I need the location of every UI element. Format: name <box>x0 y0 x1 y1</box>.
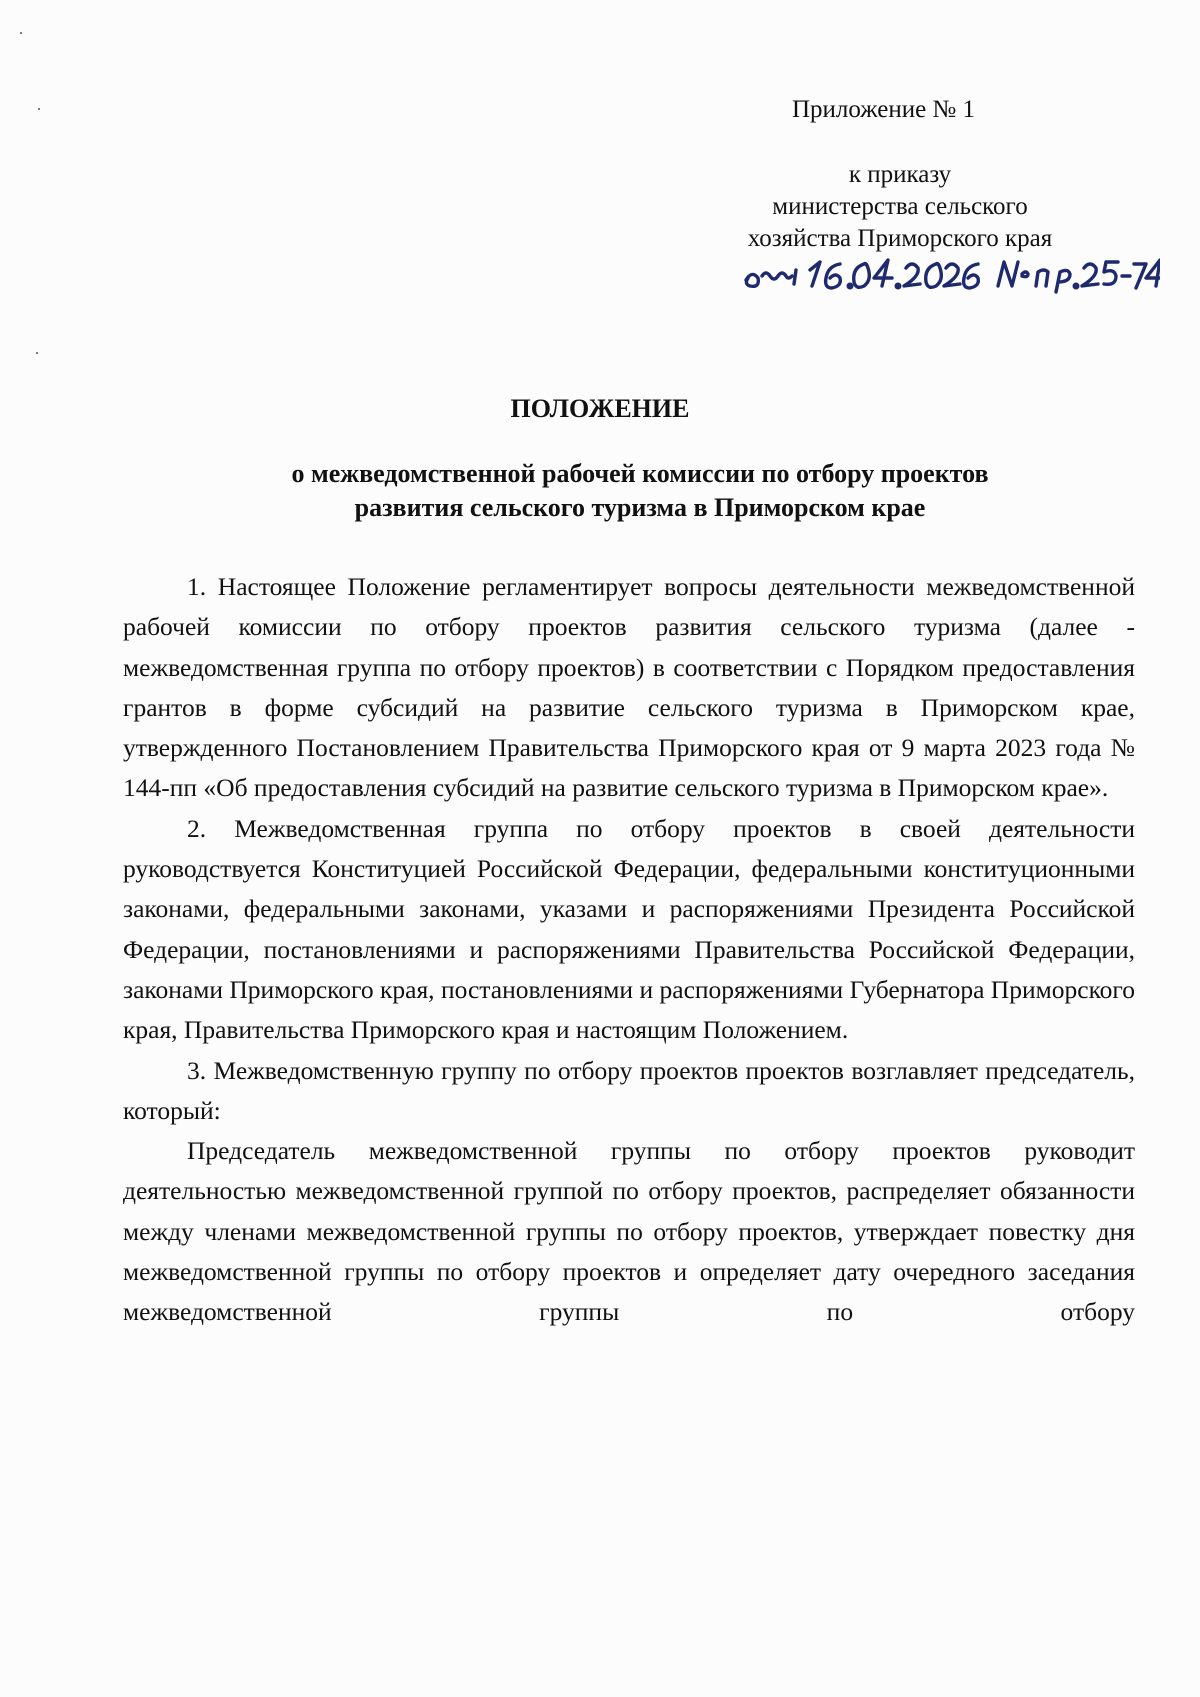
scan-speck <box>38 108 40 110</box>
to-order-line: к приказу <box>848 161 952 188</box>
ministry-line-2: хозяйства Приморского края <box>747 225 1053 252</box>
document-title: ПОЛОЖЕНИЕ <box>510 394 690 423</box>
handwritten-order-date-signature <box>740 256 1160 301</box>
document-subtitle-line-1: о межведомственной рабочей комиссии по отбору проектов <box>291 459 989 488</box>
document-body <box>123 567 1135 1333</box>
ministry-line-1: министерства сельского <box>772 193 1028 220</box>
scan-speck <box>20 32 22 34</box>
document-subtitle-line-2: развития сельского туризма в Приморском крае <box>354 493 926 522</box>
paragraph-2: 2. Межведомственная группа по отбору проектов в своей деятельности руководствуется Конституцией Российской Федерации, федеральными конституционными законами, федеральными законами, указами и распоряжениями Президента Российской Федерации, постановлениями и распоряжениями Правительства Российской Федерации, законами Приморского края, постановлениями и распоряжениями Губернатора Приморского края, Правительства Приморского края и настоящим Положением. <box>123 813 1135 1045</box>
paragraph-4: Председатель межведомственной группы по отбору проектов руководит деятельностью межведомственной группой по отбору проектов, распределяет обязанности между членами межведомственной группы по отбору проектов, утверждает повестку дня межведомственной группы по отбору проектов и определяет дату очередного заседания межведомственной группы по отбору <box>123 1136 1135 1327</box>
paragraph-1: 1. Настоящее Положение регламентирует вопросы деятельности межведомственной рабочей комиссии по отбору проектов развития сельского туризма (далее - межведомственная группа по отбору проектов) в соответствии с Порядком предоставления грантов в форме субсидий на развитие сельского туризма в Приморском крае, утвержденного Постановлением Правительства Приморского края от 9 марта 2023 года № 144-пп «Об предоставления субсидий на развитие сельского туризма в Приморском крае». <box>123 572 1135 803</box>
scan-speck <box>36 352 38 354</box>
paragraph-3: 3. Межведомственную группу по отбору проектов проектов возглавляет председатель, который: <box>123 1055 1135 1125</box>
appendix-number: Приложение № 1 <box>792 96 976 123</box>
